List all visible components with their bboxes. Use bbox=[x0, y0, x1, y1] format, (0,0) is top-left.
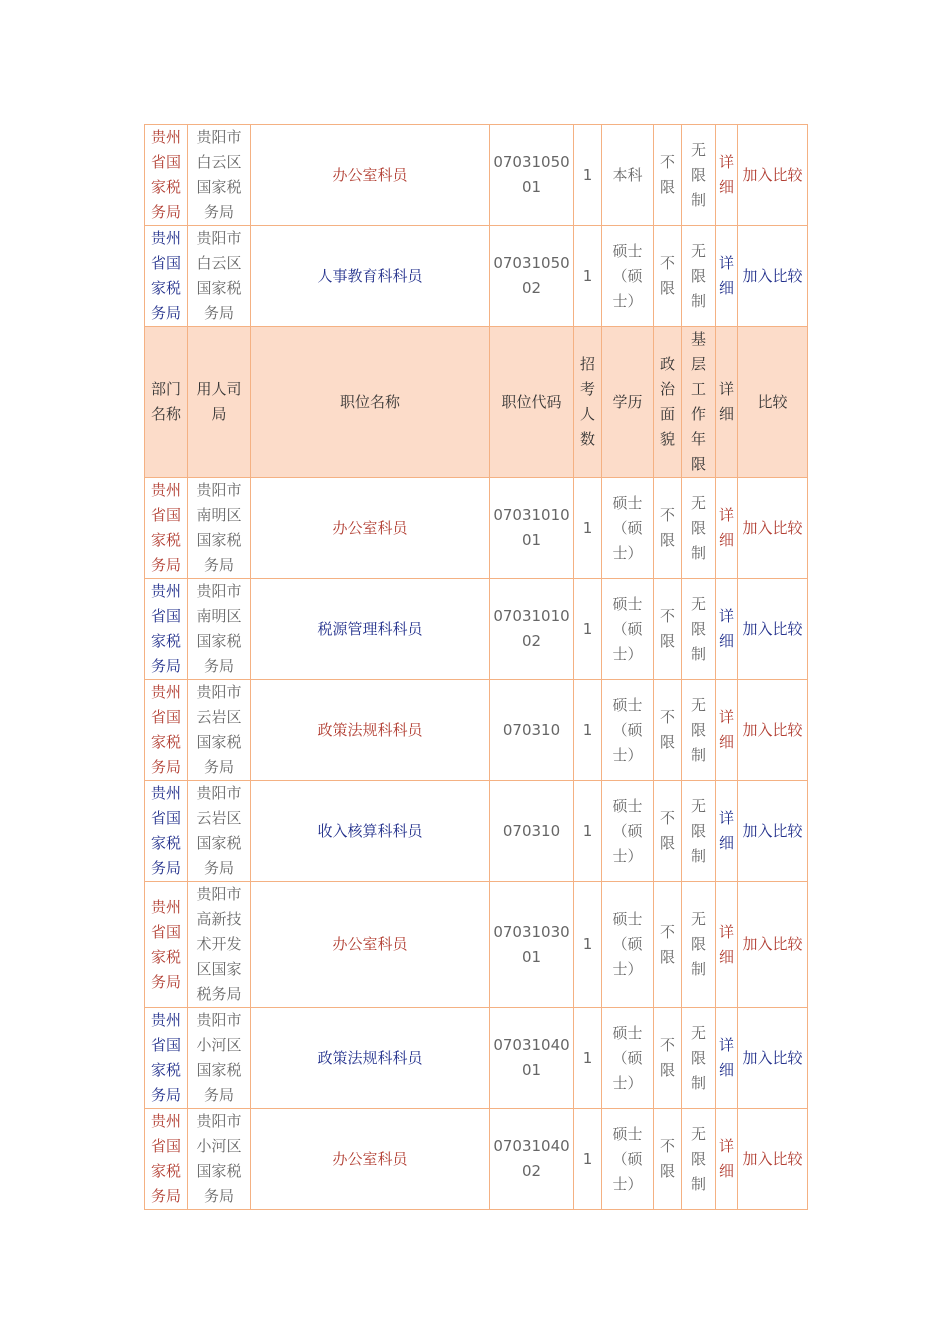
detail-link[interactable]: 详细 bbox=[716, 1109, 738, 1210]
table-row bbox=[145, 125, 808, 226]
table-row bbox=[145, 478, 808, 579]
position-code: 070310 bbox=[490, 781, 574, 882]
education: 硕士（硕士） bbox=[602, 882, 654, 1008]
table-header-row bbox=[145, 327, 808, 478]
position-code: 070310 bbox=[490, 680, 574, 781]
political-status: 不限 bbox=[654, 125, 682, 226]
bureau-name: 贵阳市小河区国家税务局 bbox=[188, 1008, 251, 1109]
recruit-count: 1 bbox=[574, 1008, 602, 1109]
table-row bbox=[145, 680, 808, 781]
detail-link[interactable]: 详细 bbox=[716, 579, 738, 680]
header-education: 学历 bbox=[602, 327, 654, 478]
recruit-count: 1 bbox=[574, 478, 602, 579]
political-status: 不限 bbox=[654, 226, 682, 327]
work-years: 无限制 bbox=[682, 1109, 716, 1210]
work-years: 无限制 bbox=[682, 579, 716, 680]
bureau-name: 贵阳市南明区国家税务局 bbox=[188, 579, 251, 680]
dept-name-link[interactable]: 贵州省国家税务局 bbox=[145, 680, 188, 781]
position-code: 0703104002 bbox=[490, 1109, 574, 1210]
detail-link[interactable]: 详细 bbox=[716, 125, 738, 226]
education: 硕士（硕士） bbox=[602, 1109, 654, 1210]
dept-name-link[interactable]: 贵州省国家税务局 bbox=[145, 125, 188, 226]
table-row bbox=[145, 226, 808, 327]
add-compare-link[interactable]: 加入比较 bbox=[738, 781, 808, 882]
education: 硕士（硕士） bbox=[602, 478, 654, 579]
detail-link[interactable]: 详细 bbox=[716, 226, 738, 327]
recruit-count: 1 bbox=[574, 579, 602, 680]
add-compare-link[interactable]: 加入比较 bbox=[738, 579, 808, 680]
table-row bbox=[145, 882, 808, 1008]
header-position: 职位名称 bbox=[251, 327, 490, 478]
recruit-count: 1 bbox=[574, 781, 602, 882]
education: 硕士（硕士） bbox=[602, 781, 654, 882]
add-compare-link[interactable]: 加入比较 bbox=[738, 226, 808, 327]
header-politics: 政治面貌 bbox=[654, 327, 682, 478]
dept-name-link[interactable]: 贵州省国家税务局 bbox=[145, 781, 188, 882]
education: 硕士（硕士） bbox=[602, 1008, 654, 1109]
work-years: 无限制 bbox=[682, 478, 716, 579]
dept-name-link[interactable]: 贵州省国家税务局 bbox=[145, 882, 188, 1008]
recruit-count: 1 bbox=[574, 680, 602, 781]
header-years: 基层工作年限 bbox=[682, 327, 716, 478]
position-name-link[interactable]: 收入核算科科员 bbox=[251, 781, 490, 882]
position-code: 0703101002 bbox=[490, 579, 574, 680]
position-code: 0703101001 bbox=[490, 478, 574, 579]
dept-name-link[interactable]: 贵州省国家税务局 bbox=[145, 1008, 188, 1109]
detail-link[interactable]: 详细 bbox=[716, 1008, 738, 1109]
dept-name-link[interactable]: 贵州省国家税务局 bbox=[145, 1109, 188, 1210]
add-compare-link[interactable]: 加入比较 bbox=[738, 882, 808, 1008]
header-detail: 详细 bbox=[716, 327, 738, 478]
work-years: 无限制 bbox=[682, 125, 716, 226]
table-row bbox=[145, 1008, 808, 1109]
position-name-link[interactable]: 办公室科员 bbox=[251, 1109, 490, 1210]
table-row bbox=[145, 579, 808, 680]
education: 硕士（硕士） bbox=[602, 579, 654, 680]
recruit-count: 1 bbox=[574, 125, 602, 226]
detail-link[interactable]: 详细 bbox=[716, 781, 738, 882]
political-status: 不限 bbox=[654, 680, 682, 781]
recruit-count: 1 bbox=[574, 1109, 602, 1210]
bureau-name: 贵阳市云岩区国家税务局 bbox=[188, 781, 251, 882]
position-code: 0703105001 bbox=[490, 125, 574, 226]
recruit-count: 1 bbox=[574, 226, 602, 327]
bureau-name: 贵阳市云岩区国家税务局 bbox=[188, 680, 251, 781]
position-name-link[interactable]: 政策法规科科员 bbox=[251, 680, 490, 781]
education: 本科 bbox=[602, 125, 654, 226]
position-name-link[interactable]: 人事教育科科员 bbox=[251, 226, 490, 327]
recruit-count: 1 bbox=[574, 882, 602, 1008]
detail-link[interactable]: 详细 bbox=[716, 680, 738, 781]
education: 硕士（硕士） bbox=[602, 680, 654, 781]
bureau-name: 贵阳市高新技术开发区国家税务局 bbox=[188, 882, 251, 1008]
table-row bbox=[145, 781, 808, 882]
dept-name-link[interactable]: 贵州省国家税务局 bbox=[145, 478, 188, 579]
table-row bbox=[145, 1109, 808, 1210]
job-listing-table bbox=[144, 124, 808, 1210]
header-bureau: 用人司局 bbox=[188, 327, 251, 478]
education: 硕士（硕士） bbox=[602, 226, 654, 327]
header-dept: 部门名称 bbox=[145, 327, 188, 478]
position-code: 0703103001 bbox=[490, 882, 574, 1008]
position-name-link[interactable]: 办公室科员 bbox=[251, 125, 490, 226]
add-compare-link[interactable]: 加入比较 bbox=[738, 680, 808, 781]
dept-name-link[interactable]: 贵州省国家税务局 bbox=[145, 226, 188, 327]
add-compare-link[interactable]: 加入比较 bbox=[738, 125, 808, 226]
add-compare-link[interactable]: 加入比较 bbox=[738, 478, 808, 579]
political-status: 不限 bbox=[654, 1109, 682, 1210]
work-years: 无限制 bbox=[682, 226, 716, 327]
position-name-link[interactable]: 税源管理科科员 bbox=[251, 579, 490, 680]
work-years: 无限制 bbox=[682, 882, 716, 1008]
bureau-name: 贵阳市南明区国家税务局 bbox=[188, 478, 251, 579]
bureau-name: 贵阳市白云区国家税务局 bbox=[188, 125, 251, 226]
header-compare: 比较 bbox=[738, 327, 808, 478]
header-code: 职位代码 bbox=[490, 327, 574, 478]
position-name-link[interactable]: 办公室科员 bbox=[251, 478, 490, 579]
bureau-name: 贵阳市小河区国家税务局 bbox=[188, 1109, 251, 1210]
political-status: 不限 bbox=[654, 781, 682, 882]
bureau-name: 贵阳市白云区国家税务局 bbox=[188, 226, 251, 327]
political-status: 不限 bbox=[654, 1008, 682, 1109]
position-name-link[interactable]: 办公室科员 bbox=[251, 882, 490, 1008]
position-code: 0703104001 bbox=[490, 1008, 574, 1109]
position-name-link[interactable]: 政策法规科科员 bbox=[251, 1008, 490, 1109]
header-count: 招考人数 bbox=[574, 327, 602, 478]
detail-link[interactable]: 详细 bbox=[716, 478, 738, 579]
add-compare-link[interactable]: 加入比较 bbox=[738, 1109, 808, 1210]
dept-name-link[interactable]: 贵州省国家税务局 bbox=[145, 579, 188, 680]
political-status: 不限 bbox=[654, 882, 682, 1008]
work-years: 无限制 bbox=[682, 680, 716, 781]
position-code: 0703105002 bbox=[490, 226, 574, 327]
add-compare-link[interactable]: 加入比较 bbox=[738, 1008, 808, 1109]
political-status: 不限 bbox=[654, 579, 682, 680]
work-years: 无限制 bbox=[682, 781, 716, 882]
detail-link[interactable]: 详细 bbox=[716, 882, 738, 1008]
table-body bbox=[145, 125, 808, 1210]
work-years: 无限制 bbox=[682, 1008, 716, 1109]
political-status: 不限 bbox=[654, 478, 682, 579]
